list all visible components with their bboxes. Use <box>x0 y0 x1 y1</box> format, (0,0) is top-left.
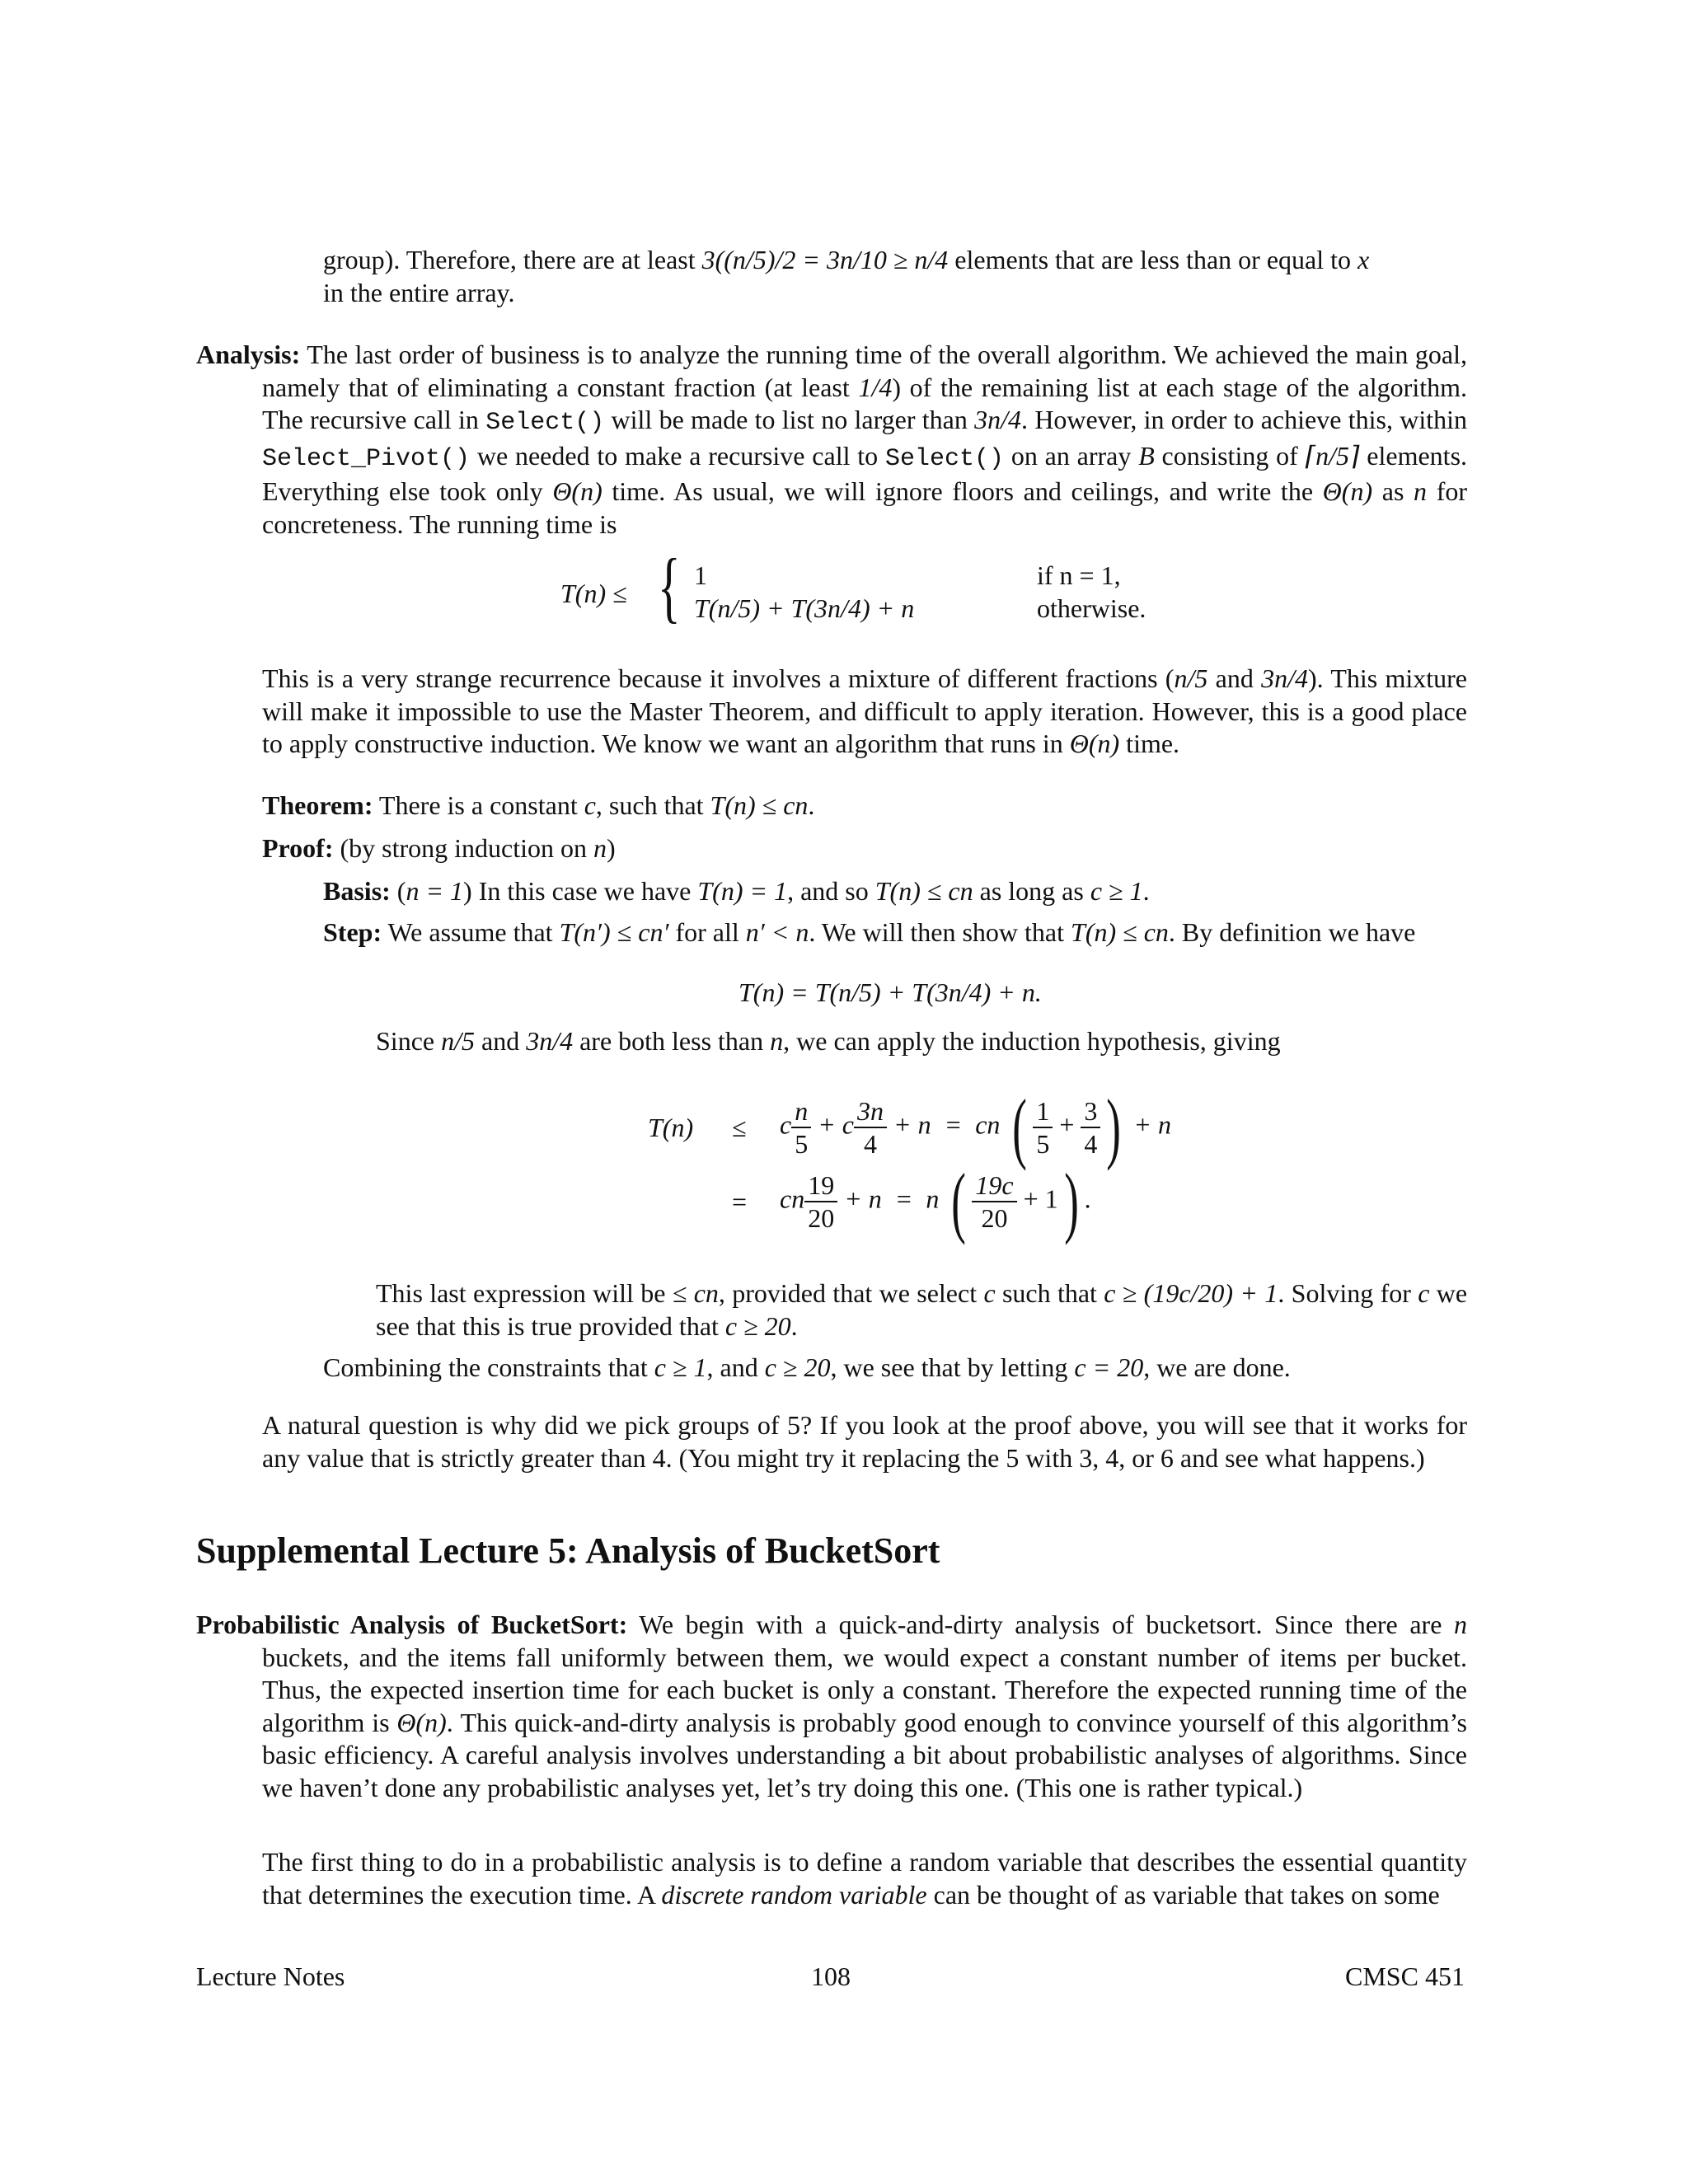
case1-condition: if n = 1, <box>1037 560 1121 590</box>
step-case: Step: We assume that T(n′) ≤ cn′ for all n′ < n. We will then show that T(n) ≤ cn. By definition we have <box>323 917 1416 947</box>
analysis-label: Analysis: <box>196 340 301 369</box>
footer-left: Lecture Notes <box>196 1961 345 1991</box>
frac-19-over-20: $\frac{19}{20}$ <box>804 1169 837 1234</box>
case1-value: 1 <box>694 560 707 590</box>
case2-value: T(n/5) + T(3n/4) + n <box>694 593 915 623</box>
analysis-paragraph: Analysis: The last order of business is to analyze the running time of the overall algorithm. We achieved the main goal, namely that of eliminating a constant fraction (at least 1/4) of the remaining list at each stage of the algorithm. The recursive call in Select() will be made to list no larger than 3n/4. However, in order to achieve this, within Select_Pivot() we needed to make a recursive call to Select() on an array B consisting of ⌈n/5⌉ elements. Everything else took only Θ(n) time. As usual, we will ignore floors and ceilings, and write the Θ(n) as n for concreteness. The running time is <box>196 340 1468 539</box>
strange-recurrence-paragraph: This is a very strange recurrence because it involves a mixture of different fractions (n/5 and 3n/4). This mixture will make it impossible to use the Master Theorem, and difficult to apply iteration. However, this is a good place to apply constructive induction. We know we want an algorithm that runs in Θ(n) time. <box>262 663 1468 758</box>
basis-case: Basis: (n = 1) In this case we have T(n) = 1, and so T(n) ≤ cn as long as c ≥ 1. <box>323 876 1150 906</box>
derivation-rel-eq: = <box>732 1187 748 1216</box>
natural-question-paragraph: A natural question is why did we pick groups of 5? If you look at the proof above, you will see that it works for any value that is strictly greater than 4. (You might try it replacing the 5 with 3, 4, or 6 and see what happens.) <box>262 1410 1467 1473</box>
step-definition-display: T(n) = T(n/5) + T(3n/4) + n. <box>738 977 1042 1007</box>
section-title: Supplemental Lecture 5: Analysis of BucketSort <box>196 1530 940 1571</box>
continuation-paragraph: group). Therefore, there are at least 3((n/5)/2 = 3n/10 ≥ n/4 elements that are less than or equal to x in the entire array. <box>323 245 1370 307</box>
frac-1-over-5: $\frac{1}{5}$ <box>1033 1095 1053 1160</box>
first-thing-paragraph: The first thing to do in a probabilistic analysis is to define a random variable that describes the essential quantity that determines the execution time. A discrete random variable can be thought of as variable that takes on some <box>262 1847 1467 1910</box>
probabilistic-analysis-paragraph: Probabilistic Analysis of BucketSort: We begin with a quick-and-dirty analysis of bucketsort. Since there are n buckets, and the items fall uniformly between them, we would expect a constant number of items per bucket. Thus, the expected insertion time for each bucket is only a constant. Therefore the expected running time of the algorithm is Θ(n). This quick-and-dirty analysis is probably good enough to convince yourself of this algorithm’s basic efficiency. A careful analysis involves understanding a bit about probabilistic analyses of algorithms. Since we haven’t done any probabilistic analyses yet, let’s try doing this one. (This one is rather typical.) <box>196 1610 1468 1802</box>
theorem-statement: Theorem: There is a constant c, such that T(n) ≤ cn. <box>262 790 815 820</box>
frac-19c-over-20: $\frac{19c}{20}$ <box>972 1169 1016 1234</box>
recurrence-display <box>560 542 1187 643</box>
since-paragraph: Since n/5 and 3n/4 are both less than n, we can apply the induction hypothesis, giving <box>376 1026 1281 1056</box>
left-brace: { <box>658 542 681 630</box>
page-number: 108 <box>811 1961 851 1991</box>
frac-n-over-5: $\frac{n}{5}$ <box>791 1095 811 1160</box>
derivation-lhs: T(n) <box>648 1113 694 1142</box>
derivation-line1: c $\frac{n}{5}$ + c $\frac{3n}{4}$ + n = cn ( $\frac{1}{5}$ + $\frac{3}{4}$ ) + n <box>780 1083 1171 1171</box>
right-paren-2: ) <box>1063 1157 1079 1245</box>
last-expression-paragraph: This last expression will be ≤ cn, provided that we select c such that c ≥ (19c/20) + 1. Solving for c we see that this is true provided that c ≥ 20. <box>376 1278 1468 1341</box>
derivation-display <box>643 1080 1269 1244</box>
derivation-line2: cn $\frac{19}{20}$ + n = n ( $\frac{19c}{20}$ + 1) . <box>780 1157 1091 1245</box>
left-paren: ( <box>1012 1083 1028 1171</box>
case2-condition: otherwise. <box>1037 593 1146 623</box>
right-paren: ) <box>1106 1083 1122 1171</box>
recurrence-lhs: T(n) ≤ <box>560 579 627 608</box>
frac-3n-over-4: $\frac{3n}{4}$ <box>854 1095 887 1160</box>
derivation-rel-le: ≤ <box>732 1113 747 1142</box>
combining-paragraph: Combining the constraints that c ≥ 1, and c ≥ 20, we see that by letting c = 20, we are done. <box>323 1352 1291 1382</box>
frac-3-over-4: $\frac{3}{4}$ <box>1081 1095 1100 1160</box>
footer-right: CMSC 451 <box>1345 1961 1465 1991</box>
proof-header: Proof: (by strong induction on n) <box>262 833 616 863</box>
left-paren-2: ( <box>951 1157 967 1245</box>
